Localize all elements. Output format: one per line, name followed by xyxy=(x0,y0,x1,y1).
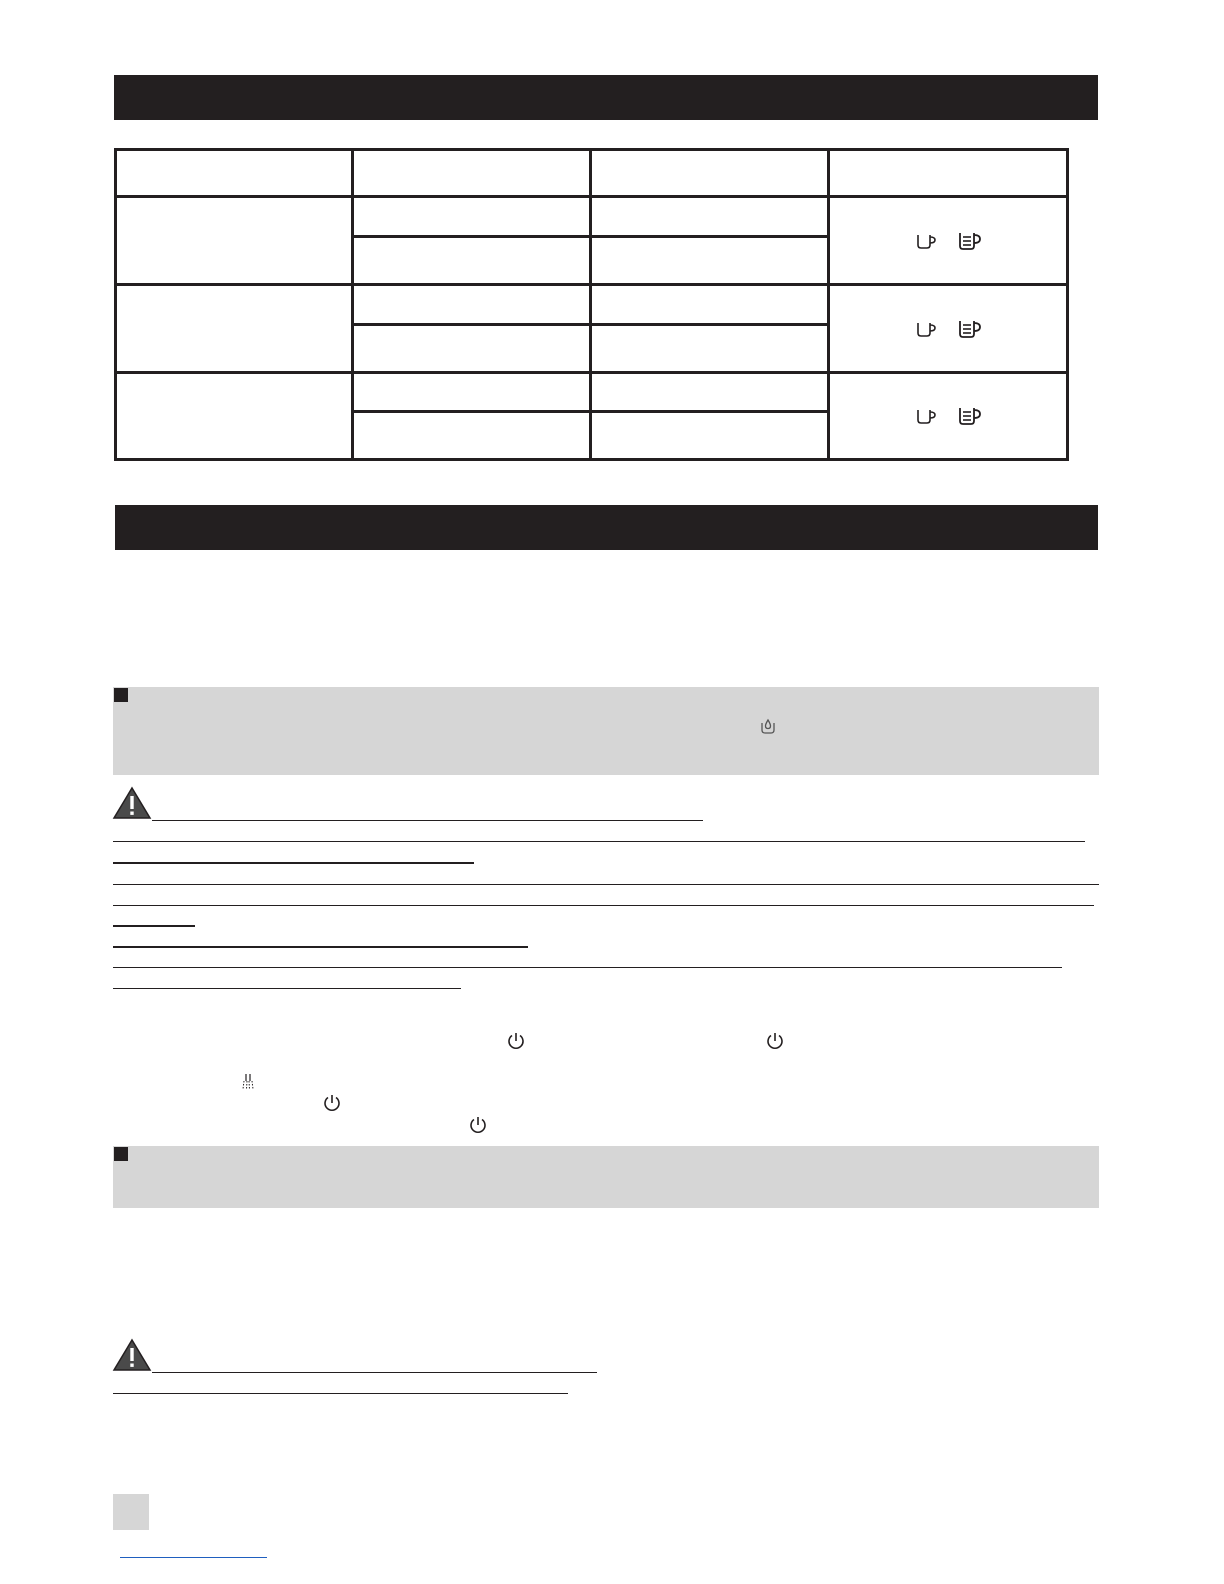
table-row-divider xyxy=(351,235,829,238)
section-header-bar xyxy=(114,75,1098,120)
table-header-divider xyxy=(114,195,1069,198)
cup-size-icons xyxy=(916,231,982,251)
cup-size-icons xyxy=(916,406,982,426)
steam-icon xyxy=(241,1073,255,1091)
small-cup-icon xyxy=(916,407,936,425)
warning-triangle-icon xyxy=(112,1338,152,1372)
text-underline xyxy=(113,841,1085,842)
power-icon xyxy=(468,1115,488,1135)
power-icon xyxy=(506,1031,526,1051)
small-cup-icon xyxy=(916,320,936,338)
table-group-divider xyxy=(114,283,1069,286)
table-row-divider xyxy=(351,323,829,326)
page-number-tab xyxy=(113,1494,149,1530)
power-icon xyxy=(322,1093,342,1113)
text-underline xyxy=(113,862,474,864)
descale-drop-icon xyxy=(759,717,777,735)
text-underline xyxy=(113,905,1094,906)
section-header-bar xyxy=(115,505,1098,550)
note-box xyxy=(113,687,1099,775)
power-icon xyxy=(765,1031,785,1051)
text-underline xyxy=(113,1393,568,1394)
note-marker xyxy=(114,688,128,702)
text-underline xyxy=(113,925,195,927)
settings-table xyxy=(114,148,1069,461)
footer-link-underline[interactable] xyxy=(120,1557,267,1558)
text-underline xyxy=(152,1372,597,1373)
text-underline xyxy=(113,946,528,948)
text-underline xyxy=(152,820,703,821)
note-marker xyxy=(114,1147,128,1161)
large-mug-icon xyxy=(958,319,982,339)
note-box xyxy=(113,1146,1099,1208)
text-underline xyxy=(113,988,461,989)
cup-size-icons xyxy=(916,319,982,339)
text-underline xyxy=(113,884,1099,885)
warning-triangle-icon xyxy=(112,786,152,820)
table-row-divider xyxy=(351,410,829,413)
small-cup-icon xyxy=(916,232,936,250)
table-group-divider xyxy=(114,371,1069,374)
large-mug-icon xyxy=(958,231,982,251)
large-mug-icon xyxy=(958,406,982,426)
text-underline xyxy=(113,967,1062,968)
